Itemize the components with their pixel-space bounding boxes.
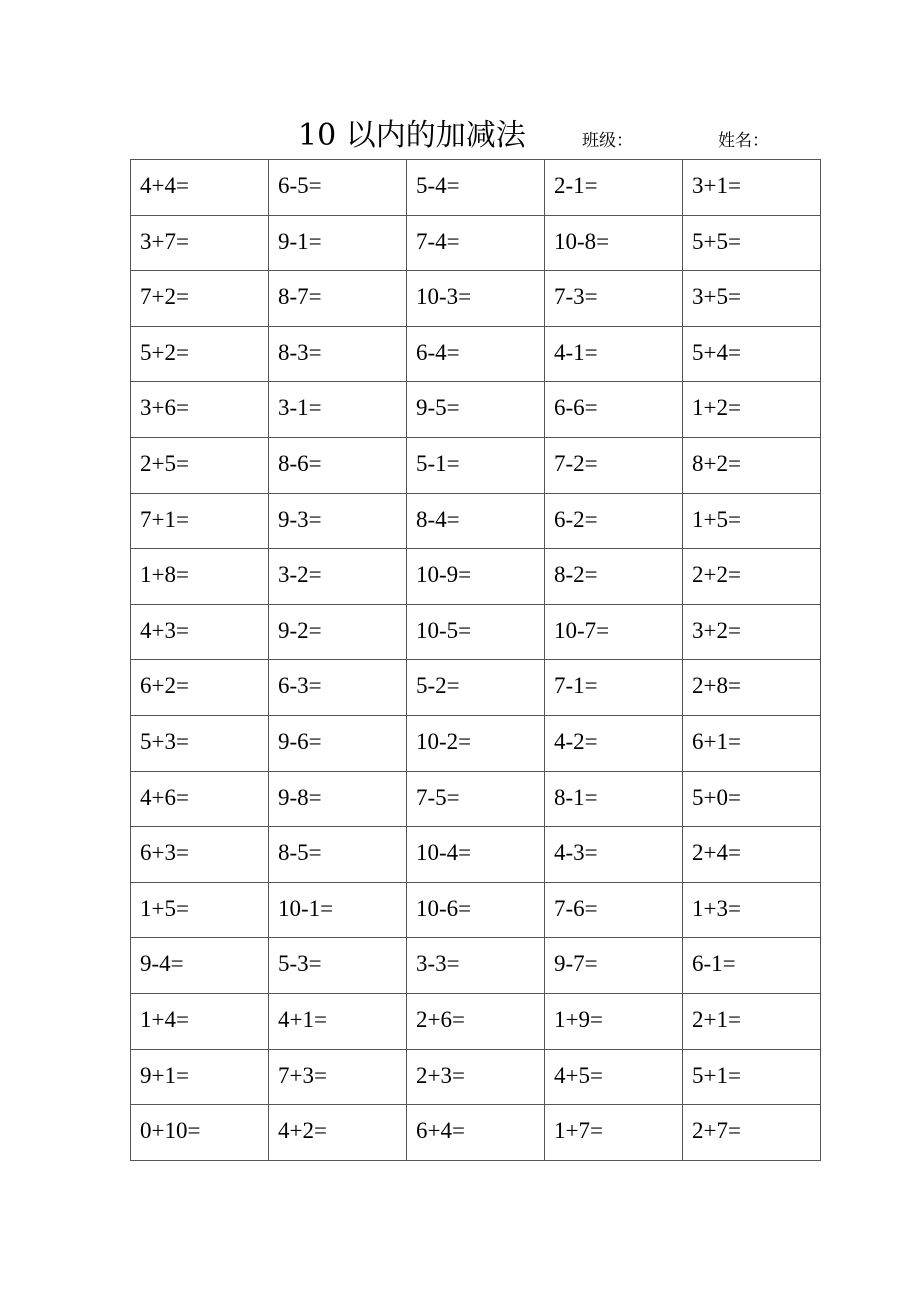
problem-cell: 7-1=: [545, 660, 683, 716]
problem-table: [130, 159, 821, 1161]
table-row: [131, 715, 821, 771]
problem-cell: 2+7=: [683, 1105, 821, 1161]
table-row: [131, 827, 821, 883]
problem-cell: 4-1=: [545, 326, 683, 382]
problem-cell: 3-1=: [269, 382, 407, 438]
problem-cell: 9+1=: [131, 1049, 269, 1105]
problem-cell: 4+4=: [131, 160, 269, 216]
problem-cell: 10-4=: [407, 827, 545, 883]
problem-cell: 8-3=: [269, 326, 407, 382]
problem-cell: 7+3=: [269, 1049, 407, 1105]
problem-cell: 5-4=: [407, 160, 545, 216]
problem-cell: 5+0=: [683, 771, 821, 827]
problem-cell: 6-4=: [407, 326, 545, 382]
problem-cell: 3+1=: [683, 160, 821, 216]
problem-cell: 1+7=: [545, 1105, 683, 1161]
problem-cell: 5+4=: [683, 326, 821, 382]
table-row: [131, 493, 821, 549]
problem-cell: 7-4=: [407, 215, 545, 271]
problem-cell: 7+1=: [131, 493, 269, 549]
table-row: [131, 1049, 821, 1105]
problem-cell: 3+6=: [131, 382, 269, 438]
problem-cell: 7-2=: [545, 437, 683, 493]
problem-cell: 9-1=: [269, 215, 407, 271]
problem-cell: 0+10=: [131, 1105, 269, 1161]
name-label: 姓名：: [718, 131, 769, 151]
table-row: [131, 549, 821, 605]
problem-cell: 6-6=: [545, 382, 683, 438]
problem-cell: 1+4=: [131, 993, 269, 1049]
problem-cell: 8-2=: [545, 549, 683, 605]
table-row: [131, 326, 821, 382]
problem-cell: 5+3=: [131, 715, 269, 771]
problem-cell: 5-2=: [407, 660, 545, 716]
table-row: [131, 660, 821, 716]
problem-cell: 8-6=: [269, 437, 407, 493]
problem-cell: 6-5=: [269, 160, 407, 216]
problem-cell: 2+8=: [683, 660, 821, 716]
problem-cell: 5-3=: [269, 938, 407, 994]
problem-cell: 4+6=: [131, 771, 269, 827]
problem-cell: 5+1=: [683, 1049, 821, 1105]
table-row: [131, 993, 821, 1049]
table-row: [131, 1105, 821, 1161]
problem-cell: 8-4=: [407, 493, 545, 549]
table-row: [131, 271, 821, 327]
problem-cell: 3+7=: [131, 215, 269, 271]
problem-cell: 4+2=: [269, 1105, 407, 1161]
problem-cell: 4-2=: [545, 715, 683, 771]
problem-cell: 1+9=: [545, 993, 683, 1049]
problem-cell: 10-2=: [407, 715, 545, 771]
problem-cell: 2+5=: [131, 437, 269, 493]
problem-cell: 10-1=: [269, 882, 407, 938]
problem-cell: 6+4=: [407, 1105, 545, 1161]
problem-cell: 1+8=: [131, 549, 269, 605]
problem-cell: 5+5=: [683, 215, 821, 271]
problem-cell: 10-8=: [545, 215, 683, 271]
problem-cell: 2+6=: [407, 993, 545, 1049]
problem-cell: 9-5=: [407, 382, 545, 438]
problem-cell: 9-4=: [131, 938, 269, 994]
problem-cell: 5-1=: [407, 437, 545, 493]
worksheet-header: [0, 112, 920, 162]
problem-cell: 7-3=: [545, 271, 683, 327]
problem-cell: 4-3=: [545, 827, 683, 883]
problem-cell: 8+2=: [683, 437, 821, 493]
table-row: [131, 160, 821, 216]
problem-cell: 7-5=: [407, 771, 545, 827]
problem-cell: 2+4=: [683, 827, 821, 883]
problem-cell: 10-5=: [407, 604, 545, 660]
problem-cell: 3-3=: [407, 938, 545, 994]
problem-cell: 2+2=: [683, 549, 821, 605]
problem-cell: 6+3=: [131, 827, 269, 883]
problem-cell: 9-2=: [269, 604, 407, 660]
table-row: [131, 382, 821, 438]
problem-cell: 7+2=: [131, 271, 269, 327]
problem-cell: 4+3=: [131, 604, 269, 660]
table-row: [131, 215, 821, 271]
problem-cell: 6-1=: [683, 938, 821, 994]
problem-cell: 1+5=: [683, 493, 821, 549]
page-title: 10 以内的加减法: [298, 118, 526, 153]
problem-cell: 9-3=: [269, 493, 407, 549]
problem-cell: 10-6=: [407, 882, 545, 938]
problem-cell: 6+2=: [131, 660, 269, 716]
problem-cell: 2-1=: [545, 160, 683, 216]
problem-cell: 4+5=: [545, 1049, 683, 1105]
problem-cell: 9-8=: [269, 771, 407, 827]
class-label: 班级：: [582, 131, 633, 151]
problem-cell: 6-2=: [545, 493, 683, 549]
table-row: [131, 604, 821, 660]
problem-cell: 4+1=: [269, 993, 407, 1049]
problem-cell: 1+2=: [683, 382, 821, 438]
problem-cell: 1+3=: [683, 882, 821, 938]
table-row: [131, 882, 821, 938]
problem-cell: 5+2=: [131, 326, 269, 382]
table-row: [131, 938, 821, 994]
problem-cell: 6-3=: [269, 660, 407, 716]
problem-cell: 1+5=: [131, 882, 269, 938]
problem-cell: 3+5=: [683, 271, 821, 327]
problem-cell: 2+1=: [683, 993, 821, 1049]
problem-cell: 7-6=: [545, 882, 683, 938]
problem-table-body: [131, 160, 821, 1161]
problem-cell: 10-3=: [407, 271, 545, 327]
problem-cell: 2+3=: [407, 1049, 545, 1105]
problem-cell: 9-6=: [269, 715, 407, 771]
table-row: [131, 437, 821, 493]
problem-cell: 6+1=: [683, 715, 821, 771]
problem-cell: 10-9=: [407, 549, 545, 605]
problem-cell: 3+2=: [683, 604, 821, 660]
problem-cell: 9-7=: [545, 938, 683, 994]
problem-cell: 10-7=: [545, 604, 683, 660]
problem-cell: 3-2=: [269, 549, 407, 605]
problem-cell: 8-7=: [269, 271, 407, 327]
table-row: [131, 771, 821, 827]
problem-cell: 8-1=: [545, 771, 683, 827]
problem-cell: 8-5=: [269, 827, 407, 883]
